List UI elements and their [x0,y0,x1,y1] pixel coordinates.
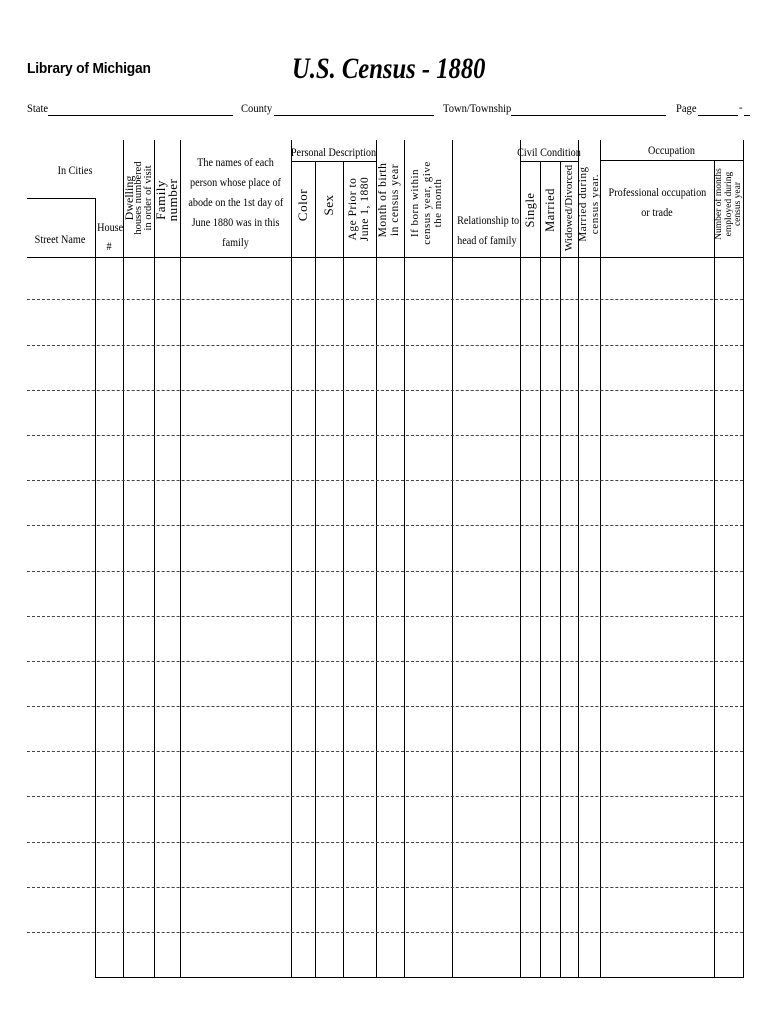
dwelling-header: Dwelling houses numbered in order of visit [122,161,154,235]
page-label: Page [676,101,697,115]
page-title: U.S. Census - 1880 [292,52,486,85]
age-header: Age Prior to June 1, 1880 [347,176,371,242]
months-employed-header: Number of months employed during census year [714,168,743,240]
page-dash: - [739,100,743,114]
occupation-label: Occupation [647,143,696,157]
state-label: State [27,101,49,115]
civil-condition-label: Civil Condition [517,145,581,159]
month-of-birth-header: Month of birth in census year [377,162,401,238]
family-number-header: Family number [153,178,180,222]
library-name: Library of Michigan [27,60,151,77]
sex-header: Sex [321,194,336,216]
personal-description-label: Personal Description [290,145,377,159]
relationship-header: Relationship to head of family [457,213,520,247]
township-label: Town/Township [443,101,512,115]
born-within-header: If born within census year, give the month [409,161,444,245]
married-during-header: Married during census year. [577,166,601,242]
house-label: House [97,220,124,234]
widowed-divorced-header: Widowed/Divorced [563,164,575,252]
color-header: Color [295,188,310,222]
in-cities-label: In Cities [57,163,93,177]
professional-occupation-header: Professional occupation or trade [608,185,707,219]
married-header: Married [543,188,557,232]
single-header: Single [523,192,537,228]
county-label: County [241,101,273,115]
house-hash-label: # [106,239,112,253]
names-header: The names of each person whose place of abode on the 1st day of June 1880 was in this family [188,155,284,249]
street-name-label: Street Name [34,232,86,246]
